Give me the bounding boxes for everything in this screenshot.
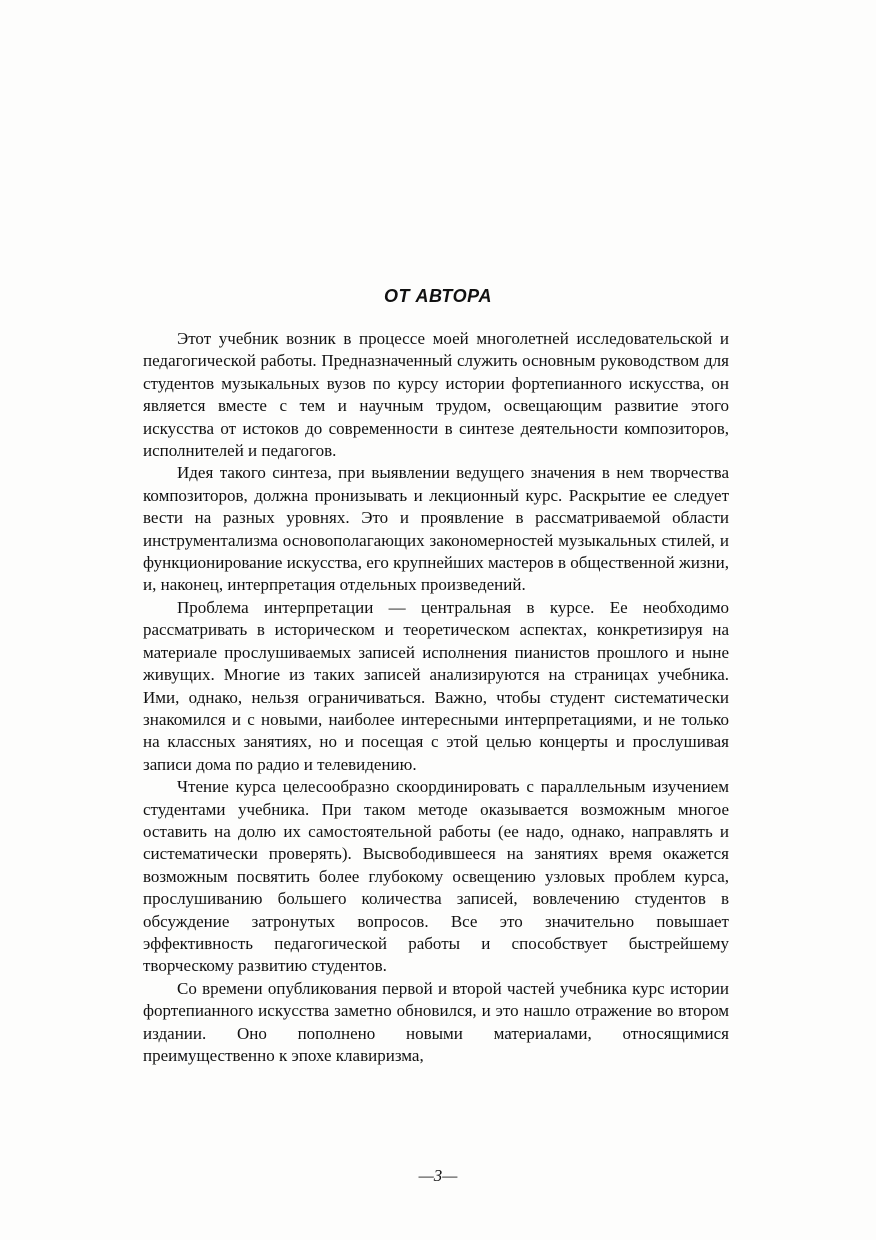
paragraph: Этот учебник возник в процессе моей многолетней исследовательской и педагогической работы. Предназначенный служить основным руководством для студентов музыкальных вузов по курсу истории фортепианного искусства, он является вместе с тем и научным трудом, освещающим развитие этого искусства от истоков до современности в синтезе деятельности композиторов, исполнителей и педагогов. [143,329,729,461]
paragraph: Со времени опубликования первой и второй частей учебника курс истории фортепианного искусства заметно обновился, и это нашло отражение во втором издании. Оно пополнено новыми материалами, относящимися преимущественно к эпохе клавиризма, [143,978,729,1065]
paragraph: Чтение курса целесообразно скоординировать с параллельным изучением студентами учебника. При таком методе оказывается возможным многое оставить на долю их самостоятельной работы (ее надо, однако, направлять и систематически проверять). Высвободившееся на занятиях время окажется возможным посвятить более глубокому освещению узловых проблем курса, прослушиванию большего количества записей, вовлечению студентов в обсуждение затронутых вопросов. Все это значительно повышает эффективность педагогической работы и способствует быстрейшему творческому развитию студентов. [143,777,729,976]
page-number: —3— [418,1166,458,1185]
body-text [143,328,729,1067]
paragraph: Идея такого синтеза, при выявлении ведущего значения в нем творчества композиторов, должна пронизывать и лекционный курс. Раскрытие ее следует вести на разных уровнях. Это и проявление в рассматриваемой области инструментализма основополагающих закономерностей музыкальных стилей, и функционирование искусства, его крупнейших мастеров в общественной жизни, и, наконец, интерпретация отдельных произведений. [143,463,729,595]
paragraph: Проблема интерпретации — центральная в курсе. Ее необходимо рассматривать в историческом и теоретическом аспектах, конкретизируя на материале прослушиваемых записей исполнения пианистов прошлого и ныне живущих. Многие из таких записей анализируются на страницах учебника. Ими, однако, нельзя ограничиваться. Важно, чтобы студент систематически знакомился и с новыми, наиболее интересными интерпретациями, и не только на классных занятиях, но и посещая с этой целью концерты и прослушивая записи дома по радио и телевидению. [143,597,729,774]
section-heading: ОТ АВТОРА [384,286,492,306]
